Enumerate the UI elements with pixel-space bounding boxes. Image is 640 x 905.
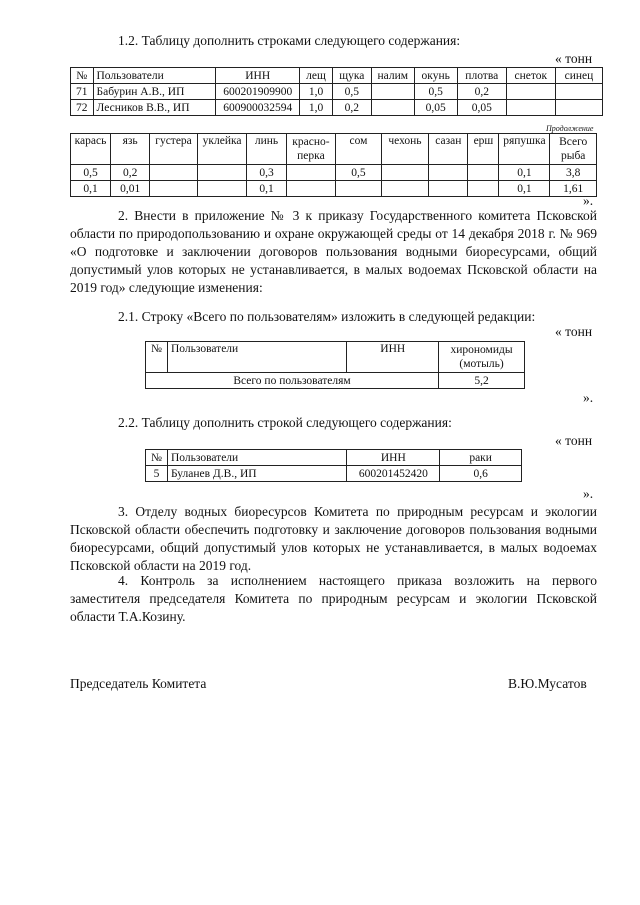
col-header: раки (440, 450, 522, 466)
col-header: ряпушка (499, 134, 550, 165)
cell: 0,1 (499, 181, 550, 197)
cell: 1,61 (550, 181, 597, 197)
cell (197, 181, 247, 197)
col-header: плотва (457, 68, 506, 84)
cell (506, 100, 555, 116)
cell: 5 (146, 466, 168, 482)
total-value: 5,2 (439, 373, 525, 389)
col-header: № (146, 450, 168, 466)
col-header: синец (555, 68, 602, 84)
col-header: красно-перка (286, 134, 336, 165)
col-header: № (71, 68, 94, 84)
total-table (145, 341, 525, 389)
closing-quote: ». (583, 486, 594, 501)
paragraph-3: 3. Отделу водных биоресурсов Комитета по природным ресурсам и экологии Псковской области обеспечить подготовку и заключение договоров пользования водными биоресурсами, общий допустимый улов которых не устанавливается, в малых водоемах Псковской области на 2019 год. (70, 504, 597, 573)
added-row-table (145, 449, 522, 482)
paragraph-2-1: 2.1. Строку «Всего по пользователям» изложить в следующей редакции: (118, 309, 536, 324)
table-row (146, 373, 525, 389)
cell: 71 (71, 84, 94, 100)
cell (381, 165, 429, 181)
signature-title: Председатель Комитета (70, 676, 207, 691)
cell: 600201452420 (347, 466, 440, 482)
cell (555, 84, 602, 100)
cell (506, 84, 555, 100)
table-row (71, 100, 603, 116)
cell: 1,0 (300, 100, 333, 116)
table-header (146, 342, 525, 373)
cell: 0,1 (71, 181, 111, 197)
cell: 0,5 (414, 84, 457, 100)
table-row (71, 84, 603, 100)
cell: 0,01 (111, 181, 150, 197)
cell (371, 84, 414, 100)
fish-table-2 (70, 133, 597, 197)
col-header: снеток (506, 68, 555, 84)
col-header: густера (150, 134, 198, 165)
cell (336, 181, 381, 197)
cell (197, 165, 247, 181)
col-header: ерш (468, 134, 499, 165)
col-header: Всего рыба (550, 134, 597, 165)
unit-label: « тонн (555, 324, 593, 339)
unit-label: « тонн (555, 51, 593, 66)
cell: Буланев Д.В., ИП (167, 466, 346, 482)
col-header: щука (332, 68, 371, 84)
table-header (146, 450, 522, 466)
col-header: лещ (300, 68, 333, 84)
cell: 1,0 (300, 84, 333, 100)
cell (381, 181, 429, 197)
cell: 0,05 (414, 100, 457, 116)
col-header: № (146, 342, 168, 373)
col-header: ИНН (347, 342, 439, 373)
cell: 3,8 (550, 165, 597, 181)
col-header: линь (247, 134, 286, 165)
col-header: чехонь (381, 134, 429, 165)
cell: 600201909900 (216, 84, 300, 100)
cell: 0,2 (332, 100, 371, 116)
cell: 0,1 (247, 181, 286, 197)
signature-name: В.Ю.Мусатов (508, 676, 587, 691)
cell: 0,6 (440, 466, 522, 482)
cell: 0,5 (332, 84, 371, 100)
cell: 0,1 (499, 165, 550, 181)
cell (555, 100, 602, 116)
col-header: налим (371, 68, 414, 84)
table-row (71, 181, 597, 197)
col-header: ИНН (216, 68, 300, 84)
table-header (71, 134, 597, 165)
col-header: сом (336, 134, 381, 165)
table-header (71, 68, 603, 84)
col-header: ИНН (347, 450, 440, 466)
cell (429, 181, 468, 197)
col-header: Пользователи (167, 450, 346, 466)
paragraph-4: 4. Контроль за исполнением настоящего приказа возложить на первого заместителя председателя Комитета по природным ресурсам и экологии Псковской области Т.А.Козину. (70, 573, 597, 624)
cell (468, 165, 499, 181)
cell (286, 181, 336, 197)
cell: Бабурин А.В., ИП (93, 84, 216, 100)
col-header: Пользователи (167, 342, 346, 373)
col-header: хирономиды (мотыль) (439, 342, 525, 373)
table-row (71, 165, 597, 181)
cell: 0,3 (247, 165, 286, 181)
users-table-1 (70, 67, 603, 116)
cell (468, 181, 499, 197)
cell: 0,5 (336, 165, 381, 181)
col-header: карась (71, 134, 111, 165)
paragraph-2-2: 2.2. Таблицу дополнить строкой следующего содержания: (118, 415, 452, 430)
total-label: Всего по пользователям (146, 373, 439, 389)
col-header: уклейка (197, 134, 247, 165)
col-header: язь (111, 134, 150, 165)
cell (371, 100, 414, 116)
cell (286, 165, 336, 181)
cell: 0,2 (111, 165, 150, 181)
cell: 0,05 (457, 100, 506, 116)
cell (429, 165, 468, 181)
closing-quote: ». (583, 193, 594, 208)
continuation-label: Продолжение (546, 124, 594, 133)
cell: 0,5 (71, 165, 111, 181)
section-1-2-heading: 1.2. Таблицу дополнить строками следующего содержания: (118, 33, 461, 48)
paragraph-2: 2. Внести в приложение № 3 к приказу Государственного комитета Псковской области по природопользованию и охране окружающей среды от 14 декабря 2018 г. № 969 «О подготовке и заключении договоров пользования водными биоресурсами, общий допустимый улов которых не устанавливается, в малых водоемах Псковской области на 2019 год» следующие изменения: (70, 208, 597, 295)
cell: 600900032594 (216, 100, 300, 116)
table-row (146, 466, 522, 482)
cell: Лесников В.В., ИП (93, 100, 216, 116)
cell: 72 (71, 100, 94, 116)
col-header: окунь (414, 68, 457, 84)
col-header: Пользователи (93, 68, 216, 84)
closing-quote: ». (583, 390, 594, 405)
cell: 0,2 (457, 84, 506, 100)
col-header: сазан (429, 134, 468, 165)
unit-label: « тонн (555, 433, 593, 448)
cell (150, 181, 198, 197)
cell (150, 165, 198, 181)
